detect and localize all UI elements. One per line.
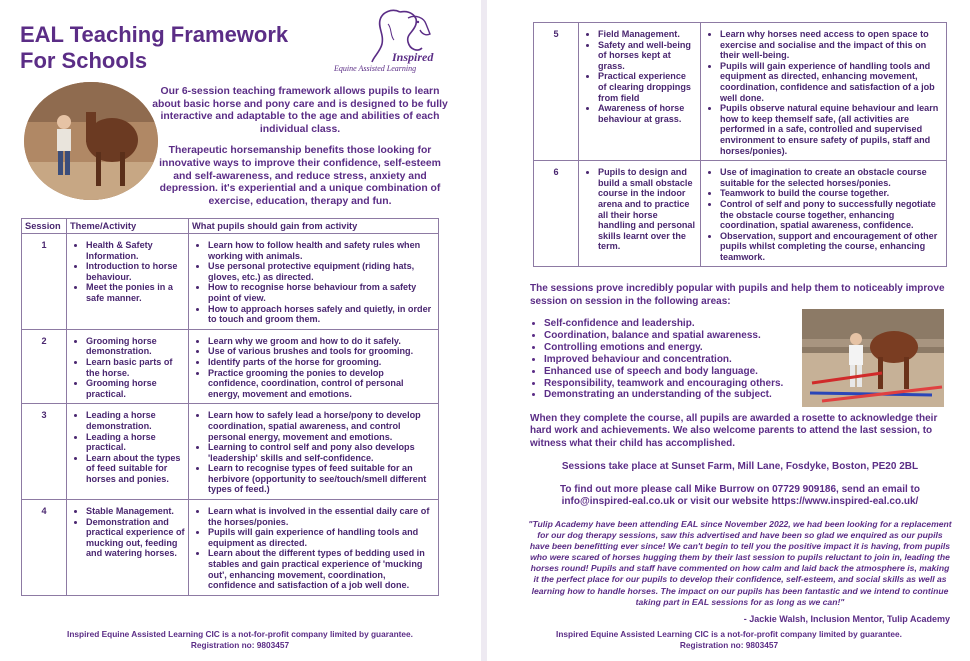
gain-item: • Pupils will gain experience of handling tools and equipment as directed.	[208, 527, 435, 548]
theme-item: • Grooming horse practical.	[86, 378, 185, 399]
session-number: 2	[22, 329, 67, 404]
gains-cell	[189, 234, 439, 330]
theme-cell	[67, 234, 189, 330]
intro-text	[150, 86, 450, 217]
testimonial-author: - Jackie Walsh, Inclusion Mentor, Tulip Academy	[743, 614, 950, 624]
footer-line-1: Inspired Equine Assisted Learning CIC is a not-for-profit company limited by guarantee.	[556, 629, 902, 639]
testimonial-quote: "Tulip Academy have been attending EAL since November 2022, we had been looking for a replacement for our dog therapy sessions, saw this advertised and have been so glad we enquired as our pupils have been benefitting ever since! We can't begin to tell you the positive impact it is having, from pupils who were scared of horses hugging them by their last session to pupils reluctant to join in, leading the horses round! Pupils and staff have commented on how calm and laid back the atmosphere is, making it the perfect place for our pupils to develop their confidence, self-esteem, and social skills as well as learning how to handle horses. The impact on our pupils has been fantastic and we intend to continue taking part in EAL sessions for as long as we can!"	[528, 519, 952, 607]
gain-item: • Learn to recognise types of feed suitable for an herbivore (opportunity to see/touch/smell different types of feed.)	[208, 463, 435, 495]
table-row	[22, 329, 439, 404]
theme-item: • Pupils to design and build a small obstacle course in the indoor arena and to practice all their horse handling and personal skills learnt over the term.	[598, 167, 697, 252]
theme-cell	[67, 500, 189, 596]
theme-item: • Safety and well-being of horses kept at grass.	[598, 40, 697, 72]
session-number: 1	[22, 234, 67, 330]
title-line-1: EAL Teaching Framework	[20, 22, 289, 47]
theme-item: • Grooming horse demonstration.	[86, 336, 185, 357]
gain-item: • Learn why horses need access to open space to exercise and socialise and the impact of this on their well-being.	[720, 29, 943, 61]
theme-cell	[67, 329, 189, 404]
table-row	[22, 404, 439, 500]
theme-cell	[67, 404, 189, 500]
sessions-intro: The sessions prove incredibly popular with pupils and help them to noticeably improve session on session in the following areas:	[530, 283, 945, 307]
page-title	[20, 22, 340, 74]
title-line-2: For Schools	[20, 48, 148, 73]
footer	[0, 629, 480, 651]
benefit-item: • Self-confidence and leadership.	[544, 318, 814, 330]
logo-name: Inspired	[392, 50, 434, 64]
gain-item: • Learn how to follow health and safety rules when working with animals.	[208, 240, 435, 261]
footer-line-1: Inspired Equine Assisted Learning CIC is a not-for-profit company limited by guarantee.	[67, 629, 413, 639]
header-gains: What pupils should gain from activity	[189, 219, 439, 234]
gain-item: • How to approach horses safely and quietly, in order to touch and groom them.	[208, 304, 435, 325]
footer-line-2: Registration no: 9803457	[190, 640, 290, 650]
gain-item: • Learn about the different types of bedding used in stables and gain practical experience of 'mucking out', enhancing movement, coordination, confidence and satisfaction of a job well done.	[208, 548, 435, 590]
session-number: 4	[22, 500, 67, 596]
venue-text: Sessions take place at Sunset Farm, Mill Lane, Fosdyke, Boston, PE20 2BL	[561, 461, 919, 472]
gains-cell	[701, 23, 947, 161]
gain-item: • Pupils will gain experience of handling tools and equipment as directed, enhancing movement, coordination, confidence and satisfaction of a job well done.	[720, 61, 943, 103]
theme-item: • Awareness of horse behaviour at grass.	[598, 103, 697, 124]
theme-item: • Learn basic parts of the horse.	[86, 357, 185, 378]
gain-item: • Control of self and pony to successfully negotiate the obstacle course together, enhancing coordination, spatial awareness, confidence.	[720, 199, 943, 231]
session-number: 3	[22, 404, 67, 500]
benefit-item: • Demonstrating an understanding of the subject.	[544, 389, 814, 401]
theme-item: • Health & Safety Information.	[86, 240, 185, 261]
table-row	[534, 23, 947, 161]
table-row	[534, 161, 947, 267]
theme-cell	[579, 161, 701, 267]
theme-item: • Learn about the types of feed suitable for horses and ponies.	[86, 453, 185, 485]
contact-text: To find out more please call Mike Burrow on 07729 909186, send an email to info@inspired-eal.co.uk or visit our website https://www.inspired-eal.co.uk/	[560, 484, 920, 508]
gain-item: • Learning to control self and pony also develops 'leadership' skills and self-confidence.	[208, 442, 435, 463]
intro-paragraph-1: Our 6-session teaching framework allows pupils to learn about basic horse and pony care and is designed to be fully interactive and adaptable to the age and abilities of each individual class.	[152, 86, 448, 135]
table-row	[22, 234, 439, 330]
theme-item: • Practical experience of clearing droppings from field	[598, 71, 697, 103]
gain-item: • Use of various brushes and tools for grooming.	[208, 346, 435, 357]
page-divider	[481, 0, 487, 661]
theme-item: • Leading a horse practical.	[86, 432, 185, 453]
logo-tagline: Equine Assisted Learning	[334, 64, 417, 73]
gain-item: • Pupils observe natural equine behaviour and learn how to keep themself safe, (all activities are performed in a safe, controlled and supervised environment to ensure safety of pupils, staff and horses/ponies).	[720, 103, 943, 156]
footer-line-2: Registration no: 9803457	[679, 640, 779, 650]
gain-item: • How to recognise horse behaviour from a safety point of view.	[208, 282, 435, 303]
gain-item: • Practice grooming the ponies to develop confidence, coordination, control of personal energy, movement and emotions.	[208, 368, 435, 400]
gain-item: • Observation, support and encouragement of other pupils whilst completing the course, enhancing teamwork.	[720, 231, 943, 263]
right-page	[488, 0, 970, 661]
theme-item: • Field Management.	[598, 29, 697, 40]
benefit-item: • Responsibility, teamwork and encouraging others.	[544, 378, 814, 390]
gain-item: • Learn what is involved in the essential daily care of the horses/ponies.	[208, 506, 435, 527]
footer-right	[488, 629, 970, 651]
framework-table-left	[21, 218, 439, 596]
header-session: Session	[22, 219, 67, 234]
session-number: 5	[534, 23, 579, 161]
session-number: 6	[534, 161, 579, 267]
framework-table-right	[533, 22, 947, 267]
benefit-item: • Enhanced use of speech and body language.	[544, 366, 814, 378]
theme-item: • Leading a horse demonstration.	[86, 410, 185, 431]
theme-item: • Stable Management.	[86, 506, 185, 517]
gains-cell	[701, 161, 947, 267]
theme-cell	[579, 23, 701, 161]
benefit-item: • Improved behaviour and concentration.	[544, 354, 814, 366]
theme-item: • Introduction to horse behaviour.	[86, 261, 185, 282]
gains-cell	[189, 404, 439, 500]
gains-cell	[189, 329, 439, 404]
benefits-list	[528, 318, 814, 401]
gains-cell	[189, 500, 439, 596]
theme-item: • Meet the ponies in a safe manner.	[86, 282, 185, 303]
benefit-item: • Controlling emotions and energy.	[544, 342, 814, 354]
gain-item: • Learn why we groom and how to do it safely.	[208, 336, 435, 347]
table-header-row	[22, 219, 439, 234]
gain-item: • Teamwork to build the course together.	[720, 188, 943, 199]
theme-item: • Demonstration and practical experience of mucking out, feeding and watering horses.	[86, 517, 185, 559]
obstacle-course-photo	[802, 309, 944, 407]
gain-item: • Identify parts of the horse for grooming.	[208, 357, 435, 368]
header-theme: Theme/Activity	[67, 219, 189, 234]
gain-item: • Learn how to safely lead a horse/pony to develop coordination, spatial awareness, and control personal energy, movement and emotions.	[208, 410, 435, 442]
left-page	[0, 0, 480, 661]
benefit-item: • Coordination, balance and spatial awareness.	[544, 330, 814, 342]
horse-and-child-photo	[24, 82, 158, 200]
table-row	[22, 500, 439, 596]
completion-text: When they complete the course, all pupils are awarded a rosette to acknowledge their hard work and achievements. We also welcome parents to attend the last session, to witness what their child has accomplished.	[530, 413, 938, 449]
gain-item: • Use of imagination to create an obstacle course suitable for the selected horses/ponies.	[720, 167, 943, 188]
intro-paragraph-2: Therapeutic horsemanship benefits those looking for innovative ways to improve their confidence, self-esteem and self-awareness, and reduce stress, anxiety and depression. it's experiential and a unique combination of exercise, education, therapy and fun.	[159, 145, 441, 207]
gain-item: • Use personal protective equipment (riding hats, gloves, etc.) as directed.	[208, 261, 435, 282]
